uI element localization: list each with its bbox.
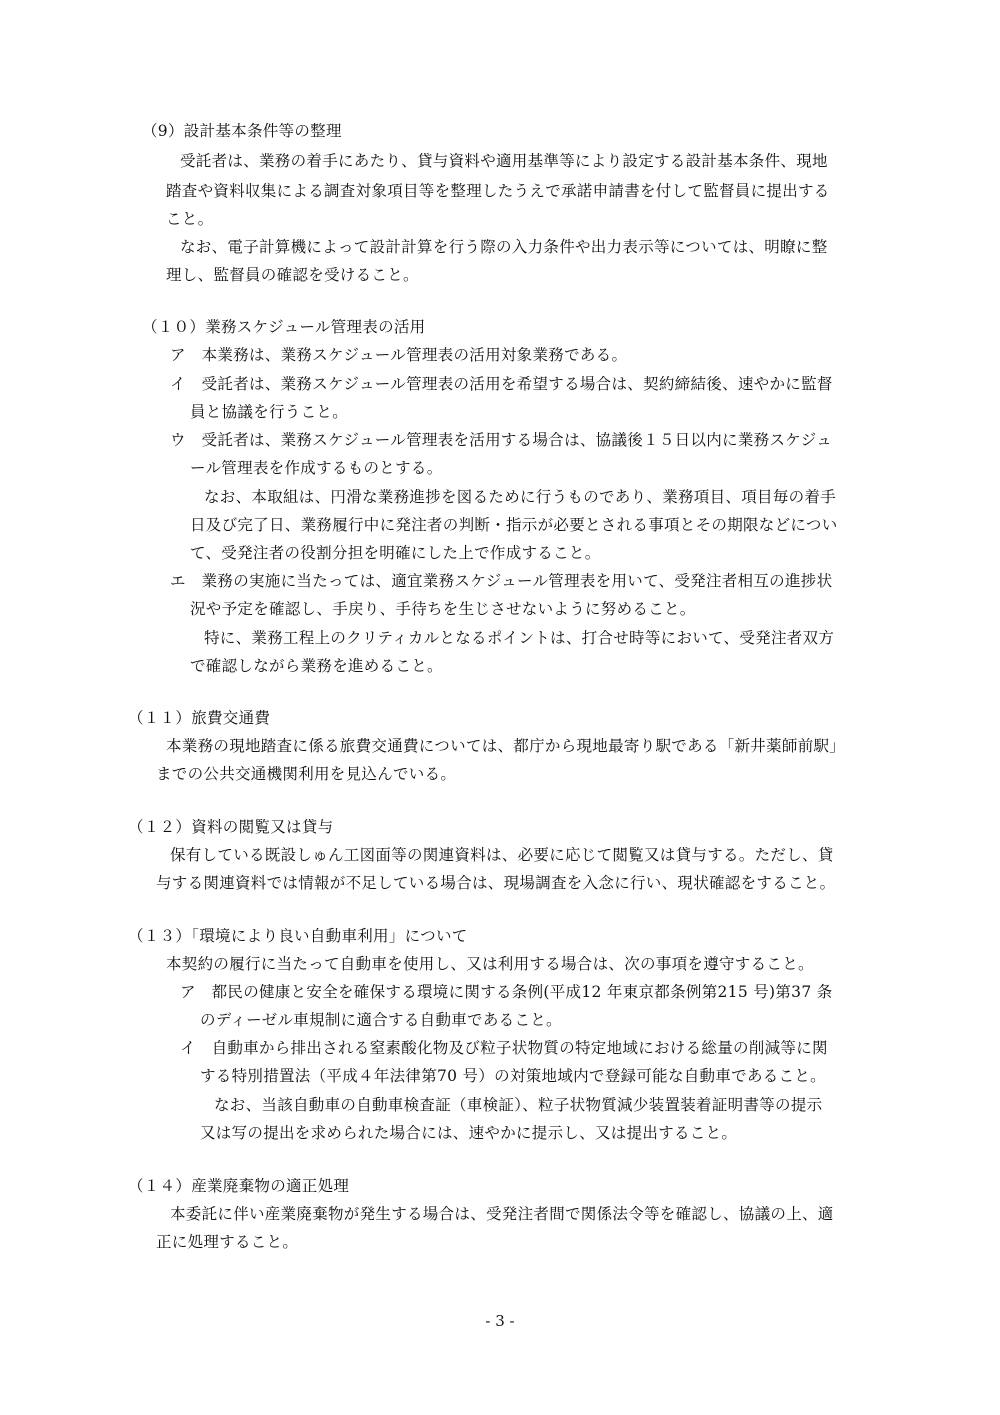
section-10-line-6: なお、本取組は、円滑な業務進捗を図るために行うものであり、業務項目、項目毎の着手	[204, 488, 837, 506]
section-10-line-9: エ 業務の実施に当たっては、適宜業務スケジュール管理表を用いて、受発注者相互の進捗状	[170, 572, 833, 590]
section-10-line-11: 特に、業務工程上のクリティカルとなるポイントは、打合せ時等において、受発注者双方	[204, 629, 835, 647]
page-number: - 3 -	[485, 1312, 515, 1330]
section-9-line-2: 踏査や資料収集による調査対象項目等を整理したうえで承諾申請書を付して監督員に提出する	[166, 182, 830, 200]
section-13-line-5: する特別措置法（平成４年法律第70 号）の対策地域内で登録可能な自動車であること。	[200, 1067, 826, 1085]
section-10-heading: （１０）業務スケジュール管理表の活用	[142, 318, 426, 336]
section-12-line-1: 保有している既設しゅん工図面等の関連資料は、必要に応じて閲覧又は貸与する。ただし、貸	[170, 846, 834, 864]
section-10-line-2: イ 受託者は、業務スケジュール管理表の活用を希望する場合は、契約締結後、速やかに監督	[170, 375, 833, 393]
section-9-line-4: なお、電子計算機によって設計計算を行う際の入力条件や出力表示等については、明瞭に整	[180, 238, 828, 256]
section-14-line-1: 本委託に伴い産業廃棄物が発生する場合は、受発注者間で関係法令等を確認し、協議の上、適	[170, 1205, 834, 1223]
section-13-line-4: イ 自動車から排出される窒素酸化物及び粒子状物質の特定地域における総量の削減等に関	[180, 1039, 828, 1057]
section-10-line-8: て、受発注者の役割分担を明確にした上で作成すること。	[190, 544, 601, 562]
section-10-line-7: 日及び完了日、業務履行中に発注者の判断・指示が必要とされる事項とその期限などについ	[190, 516, 838, 534]
section-10-line-5: ール管理表を作成するものとする。	[190, 459, 443, 477]
section-9-line-1: 受託者は、業務の着手にあたり、貸与資料や適用基準等により設定する設計基本条件、現地	[180, 152, 828, 170]
section-10-line-3: 員と協議を行うこと。	[190, 403, 349, 421]
section-13-heading: （１３）「環境により良い自動車利用」について	[128, 927, 468, 945]
section-12-heading: （１２）資料の閲覧又は貸与	[128, 818, 334, 836]
section-9-line-3: こと。	[166, 210, 214, 228]
section-13-line-3: のディーゼル車規制に適合する自動車であること。	[200, 1011, 562, 1029]
section-11-line-2: までの公共交通機関利用を見込んでいる。	[156, 765, 457, 783]
section-13-line-2: ア 都民の健康と安全を確保する環境に関する条例(平成12 年東京都条例第215 号)第37 条	[180, 983, 833, 1001]
section-14-line-2: 正に処理すること。	[156, 1233, 299, 1251]
section-10-line-10: 況や予定を確認し、手戻り、手待ちを生じさせないように努めること。	[190, 600, 696, 618]
section-13-line-1: 本契約の履行に当たって自動車を使用し、又は利用する場合は、次の事項を遵守すること。	[166, 955, 814, 973]
section-13-line-6: なお、当該自動車の自動車検査証（車検証）、粒子状物質減少装置装着証明書等の提示	[214, 1096, 823, 1114]
section-10-line-4: ウ 受託者は、業務スケジュール管理表を活用する場合は、協議後１５日以内に業務スケジュ	[170, 431, 833, 449]
section-10-line-12: で確認しながら業務を進めること。	[190, 657, 443, 675]
section-10-line-1: ア 本業務は、業務スケジュール管理表の活用対象業務である。	[170, 346, 628, 364]
section-9-heading: （9）設計基本条件等の整理	[142, 122, 342, 140]
section-11-line-1: 本業務の現地踏査に係る旅費交通費については、都庁から現地最寄り駅である「新井薬師前駅」	[166, 737, 846, 755]
section-9-line-5: 理し、監督員の確認を受けること。	[166, 266, 419, 284]
section-13-line-7: 又は写の提出を求められた場合には、速やかに提示し、又は提出すること。	[200, 1124, 738, 1142]
section-12-line-2: 与する関連資料では情報が不足している場合は、現場調査を入念に行い、現状確認をすること。	[156, 874, 836, 892]
section-11-heading: （１１）旅費交通費	[128, 709, 271, 727]
section-14-heading: （１４）産業廃棄物の適正処理	[128, 1177, 350, 1195]
